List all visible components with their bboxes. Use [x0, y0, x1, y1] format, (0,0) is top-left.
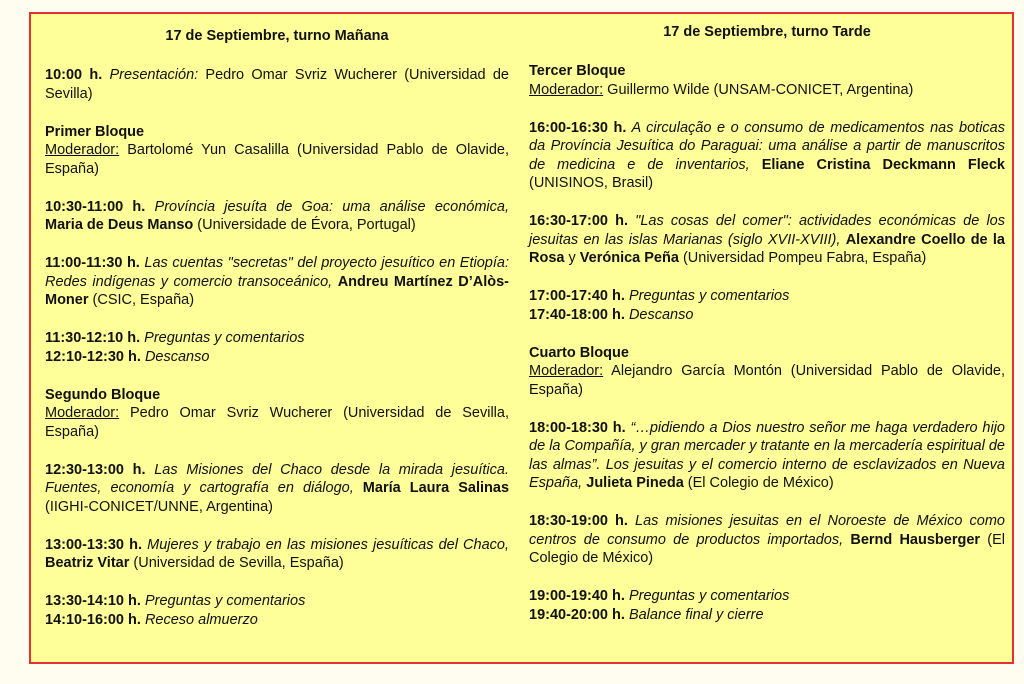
entry-time: 16:30-17:00 h.: [529, 213, 629, 229]
talk-title: "Las cosas del comer": actividades económicas de los jesuitas en las islas Marianas (siglo XVII-XVIII),: [529, 213, 1005, 248]
talk-institution: (UNISINOS, Brasil): [529, 175, 654, 191]
program-sheet: [29, 12, 1014, 664]
entry-text: Preguntas y comentarios: [624, 288, 790, 304]
talk-entry: [529, 512, 1005, 568]
entry-time: 14:10-16:00 h.: [45, 611, 141, 628]
talk-entry: [45, 536, 509, 573]
entry-text: Preguntas y comentarios: [140, 330, 305, 346]
talk-author: Beatriz Vitar: [45, 555, 130, 571]
entry-text: Receso almuerzo: [140, 611, 258, 628]
moderator-text: Alejandro García Montón (Universidad Pablo de Olavide, España): [529, 363, 1005, 398]
talk-institution: (El Colegio de México): [683, 475, 834, 491]
talk-author: Julieta Pineda: [586, 475, 684, 491]
block-header: [529, 344, 1005, 400]
moderator-text: Guillermo Wilde (UNSAM-CONICET, Argentina): [603, 81, 914, 98]
talk-entry: [45, 254, 509, 310]
entry-text: Preguntas y comentarios: [140, 593, 306, 609]
afternoon-title: 17 de Septiembre, turno Tarde: [663, 24, 871, 40]
entry-time: 11:30-12:10 h.: [45, 330, 141, 346]
qa-entry: [45, 592, 509, 611]
entry-time: 13:30-14:10 h.: [45, 593, 141, 609]
talk-entry: [45, 461, 509, 517]
moderator-text: Pedro Omar Svriz Wucherer (Universidad de Sevilla, España): [45, 405, 509, 440]
break-entry: [45, 611, 509, 630]
entry-time: 18:30-19:00 h.: [529, 513, 628, 529]
entry-text: Preguntas y comentarios: [624, 588, 790, 604]
block-header: [529, 62, 1005, 99]
entry-time: 12:10-12:30 h.: [45, 348, 141, 365]
entry-time: 19:00-19:40 h.: [529, 588, 625, 604]
entry-time: 11:00-11:30 h.: [45, 255, 140, 271]
presentation-entry: [45, 66, 509, 103]
talk-entry: [529, 212, 1005, 268]
talk-author: Bernd Hausberger: [850, 531, 981, 548]
closing-entry: [529, 606, 1005, 625]
entry-text: Descanso: [140, 348, 210, 365]
talk-institution: (El Colegio de México): [529, 531, 1005, 566]
entry-text: Descanso: [624, 306, 694, 323]
entry-time: 16:00-16:30 h.: [529, 119, 627, 136]
talk-title: Las cuentas "secretas" del proyecto jesuítico en Etiopía: Redes indígenas y comercio transoceánico,: [45, 255, 509, 290]
entry-time: 19:40-20:00 h.: [529, 606, 625, 623]
entry-time: 10:00 h.: [45, 67, 103, 83]
entry-time: 12:30-13:00 h.: [45, 461, 146, 478]
talk-author: María Laura Salinas: [362, 480, 510, 496]
talk-institution: (Universidad Pompeu Fabra, España): [678, 250, 927, 266]
entry-time: 13:00-13:30 h.: [45, 536, 143, 553]
talk-entry: [529, 419, 1005, 493]
entry-time: 10:30-11:00 h.: [45, 198, 146, 215]
talk-institution: (Universidade de Évora, Portugal): [193, 217, 416, 233]
moderator-label: Moderador:: [529, 363, 604, 379]
talk-institution: (Universidad de Sevilla, España): [129, 555, 344, 571]
qa-entry: [45, 329, 509, 348]
entry-time: 17:00-17:40 h.: [529, 288, 625, 304]
morning-title: 17 de Septiembre, turno Mañana: [165, 28, 389, 44]
talk-author: Andreu Martínez D’Alòs-Moner: [45, 273, 510, 308]
block-heading: Cuarto Bloque: [529, 344, 629, 361]
talk-author-2: Verónica Peña: [579, 250, 679, 266]
talk-author: Alexandre Coello de la Rosa: [529, 231, 1005, 266]
morning-entries: [45, 66, 509, 629]
talk-entry: [45, 198, 509, 235]
moderator-label: Moderador:: [45, 405, 120, 421]
block-header: [45, 386, 509, 442]
talk-connector: y: [564, 250, 580, 266]
moderator-text: Bartolomé Yun Casalilla (Universidad Pablo de Olavide, España): [45, 142, 509, 177]
entry-text: Balance final y cierre: [624, 606, 764, 623]
talk-title: Província jesuíta de Goa: uma análise económica,: [145, 198, 509, 215]
entry-time: 18:00-18:30 h.: [529, 419, 626, 436]
qa-entry: [529, 287, 1005, 306]
talk-title: A circulação e o consumo de medicamentos nas boticas da Província Jesuítica do Paraguai: uma análise a partir de manuscritos de medicina e de inventarios,: [529, 119, 1005, 173]
block-header: [45, 123, 509, 179]
block-heading: Segundo Bloque: [45, 386, 161, 403]
talk-title: “…pidiendo a Dios nuestro señor me haga verdadero hijo de la Compañía, y gran mercader y tratante en la mercadería espiritual de las almas”. Los jesuitas y el comercio interno de esclavizados en Nueva España,: [529, 419, 1005, 491]
talk-entry: [529, 119, 1005, 193]
talk-institution: (IIGHI-CONICET/UNNE, Argentina): [45, 498, 274, 515]
break-entry: [529, 306, 1005, 325]
block-heading: Tercer Bloque: [529, 63, 626, 79]
entry-label: Presentación:: [109, 67, 199, 83]
entry-time: 17:40-18:00 h.: [529, 306, 625, 323]
talk-institution: (CSIC, España): [88, 292, 195, 308]
moderator-label: Moderador:: [45, 142, 120, 158]
talk-title: Las misiones jesuitas en el Noroeste de México como centros de consumo de productos importados,: [529, 513, 1005, 548]
afternoon-entries: [529, 62, 1005, 624]
moderator-label: Moderador:: [529, 81, 604, 98]
break-entry: [45, 348, 509, 367]
talk-author: Eliane Cristina Deckmann Fleck: [761, 156, 1005, 173]
qa-entry: [529, 587, 1005, 606]
talk-title: Las Misiones del Chaco desde la mirada jesuítica. Fuentes, economía y cartografía en diálogo,: [45, 461, 509, 496]
block-heading: Primer Bloque: [45, 123, 145, 140]
talk-title: Mujeres y trabajo en las misiones jesuíticas del Chaco,: [142, 536, 510, 553]
talk-author: Maria de Deus Manso: [45, 217, 194, 233]
entry-text: Pedro Omar Svriz Wucherer (Universidad de Sevilla): [45, 67, 509, 102]
